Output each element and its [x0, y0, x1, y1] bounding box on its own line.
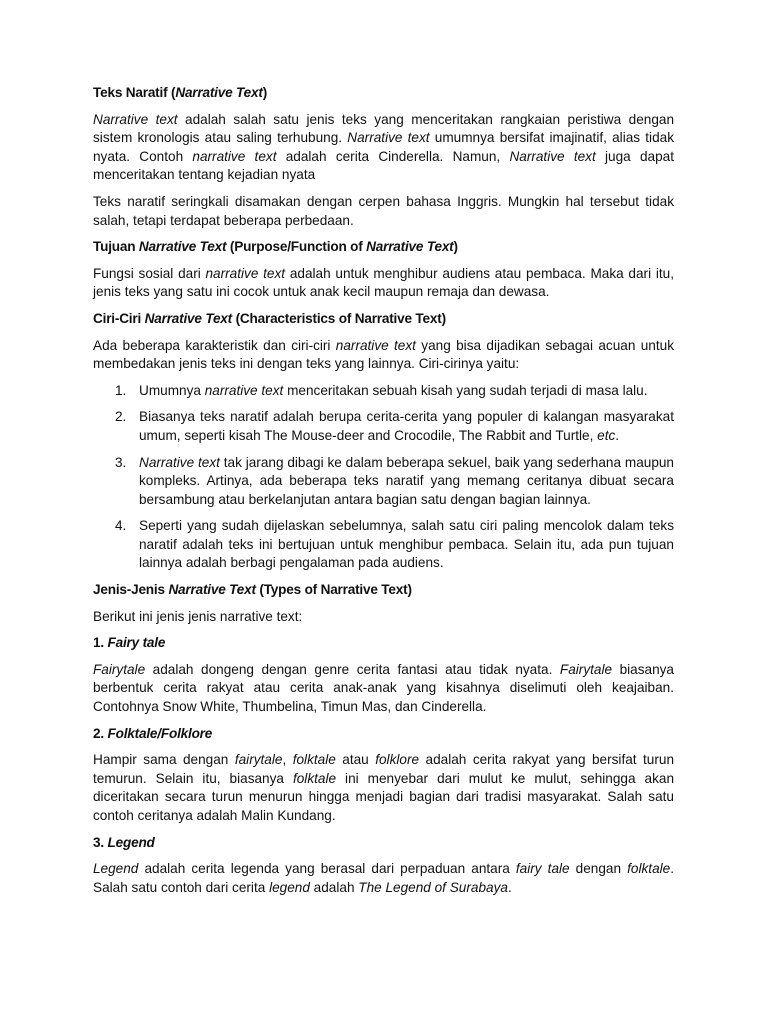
list-item: 4. Seperti yang sudah dijelaskan sebelumnya, salah satu ciri paling mencolok dalam teks naratif adalah teks ini bertujuan untuk menghibur pembaca. Selain itu, ada pun tujuan lainnya adalah berbagi pengalaman pada audiens.: [115, 518, 674, 571]
ciri-paragraph: Ada beberapa karakteristik dan ciri-ciri narrative text yang bisa dijadikan sebagai acuan untuk membedakan jenis teks ini dengan teks yang lainnya. Ciri-cirinya yaitu:: [93, 337, 674, 372]
tujuan-heading: Tujuan Narrative Text (Purpose/Function of Narrative Text): [93, 239, 458, 255]
folktale-heading: 2. Folktale/Folklore: [93, 725, 213, 741]
folktale-paragraph: Hampir sama dengan fairytale, folktale atau folklore adalah cerita rakyat yang bersifat turun temurun. Selain itu, biasanya folktale ini menyebar dari mulut ke mulut, sehingga akan diceritakan secara turun menurun hingga menjadi bagian dari tradisi masyarakat. Salah satu contoh ceritanya adalah Malin Kundang.: [93, 752, 675, 823]
title-heading: Teks Naratif (Narrative Text): [93, 85, 268, 100]
intro-paragraph-1: Narrative text adalah salah satu jenis teks yang menceritakan rangkaian peristiwa dengan sistem kronologis atau saling terhubung. Narrative text umumnya bersifat imajinatif, alias tidak nyata. Contoh narrative text adalah cerita Cinderella. Namun, Narrative text juga dapat menceritakan tentang kejadian nyata: [93, 111, 675, 183]
tujuan-paragraph: Fungsi sosial dari narrative text adalah untuk menghibur audiens atau pembaca. Maka dari itu, jenis teks yang satu ini cocok untuk anak kecil maupun remaja dan dewasa.: [93, 265, 674, 300]
ciri-heading: Ciri-Ciri Narrative Text (Characteristics of Narrative Text): [93, 310, 446, 326]
ciri-list: [93, 382, 674, 573]
legend-paragraph: Legend adalah cerita legenda yang berasal dari perpaduan antara fairy tale dengan folktale. Salah satu contoh dari cerita legend adalah The Legend of Surabaya.: [93, 861, 674, 895]
fairy-tale-paragraph: Fairytale adalah dongeng dengan genre cerita fantasi atau tidak nyata. Fairytale biasanya berbentuk cerita rakyat atau cerita anak-anak yang kisahnya diselimuti oleh keajaiban. Contohnya Snow White, Thumbelina, Timun Mas, dan Cinderella.: [93, 661, 674, 715]
list-item: 1. Umumnya narrative text menceritakan sebuah kisah yang sudah terjadi di masa lalu.: [115, 382, 648, 398]
document-page: [93, 84, 674, 905]
list-item: 3. Narrative text tak jarang dibagi ke dalam beberapa sekuel, baik yang sederhana maupun kompleks. Artinya, ada beberapa teks naratif yang memang ceritanya dibuat secara bersambung atau berkelanjutan antara bagian satu dengan bagian lainnya.: [115, 454, 674, 507]
intro-paragraph-2: Teks naratif seringkali disamakan dengan cerpen bahasa Inggris. Mungkin hal tersebut tidak salah, tetapi terdapat beberapa perbedaan.: [93, 193, 674, 228]
list-item: 2. Biasanya teks naratif adalah berupa cerita-cerita yang populer di kalangan masyarakat umum, seperti kisah The Mouse-deer and Crocodile, The Rabbit and Turtle, etc.: [115, 409, 674, 443]
jenis-heading: Jenis-Jenis Narrative Text (Types of Narrative Text): [93, 582, 412, 598]
legend-heading: 3. Legend: [93, 834, 155, 850]
jenis-paragraph: Berikut ini jenis jenis narrative text:: [93, 608, 303, 624]
fairy-tale-heading: 1. Fairy tale: [93, 635, 166, 651]
